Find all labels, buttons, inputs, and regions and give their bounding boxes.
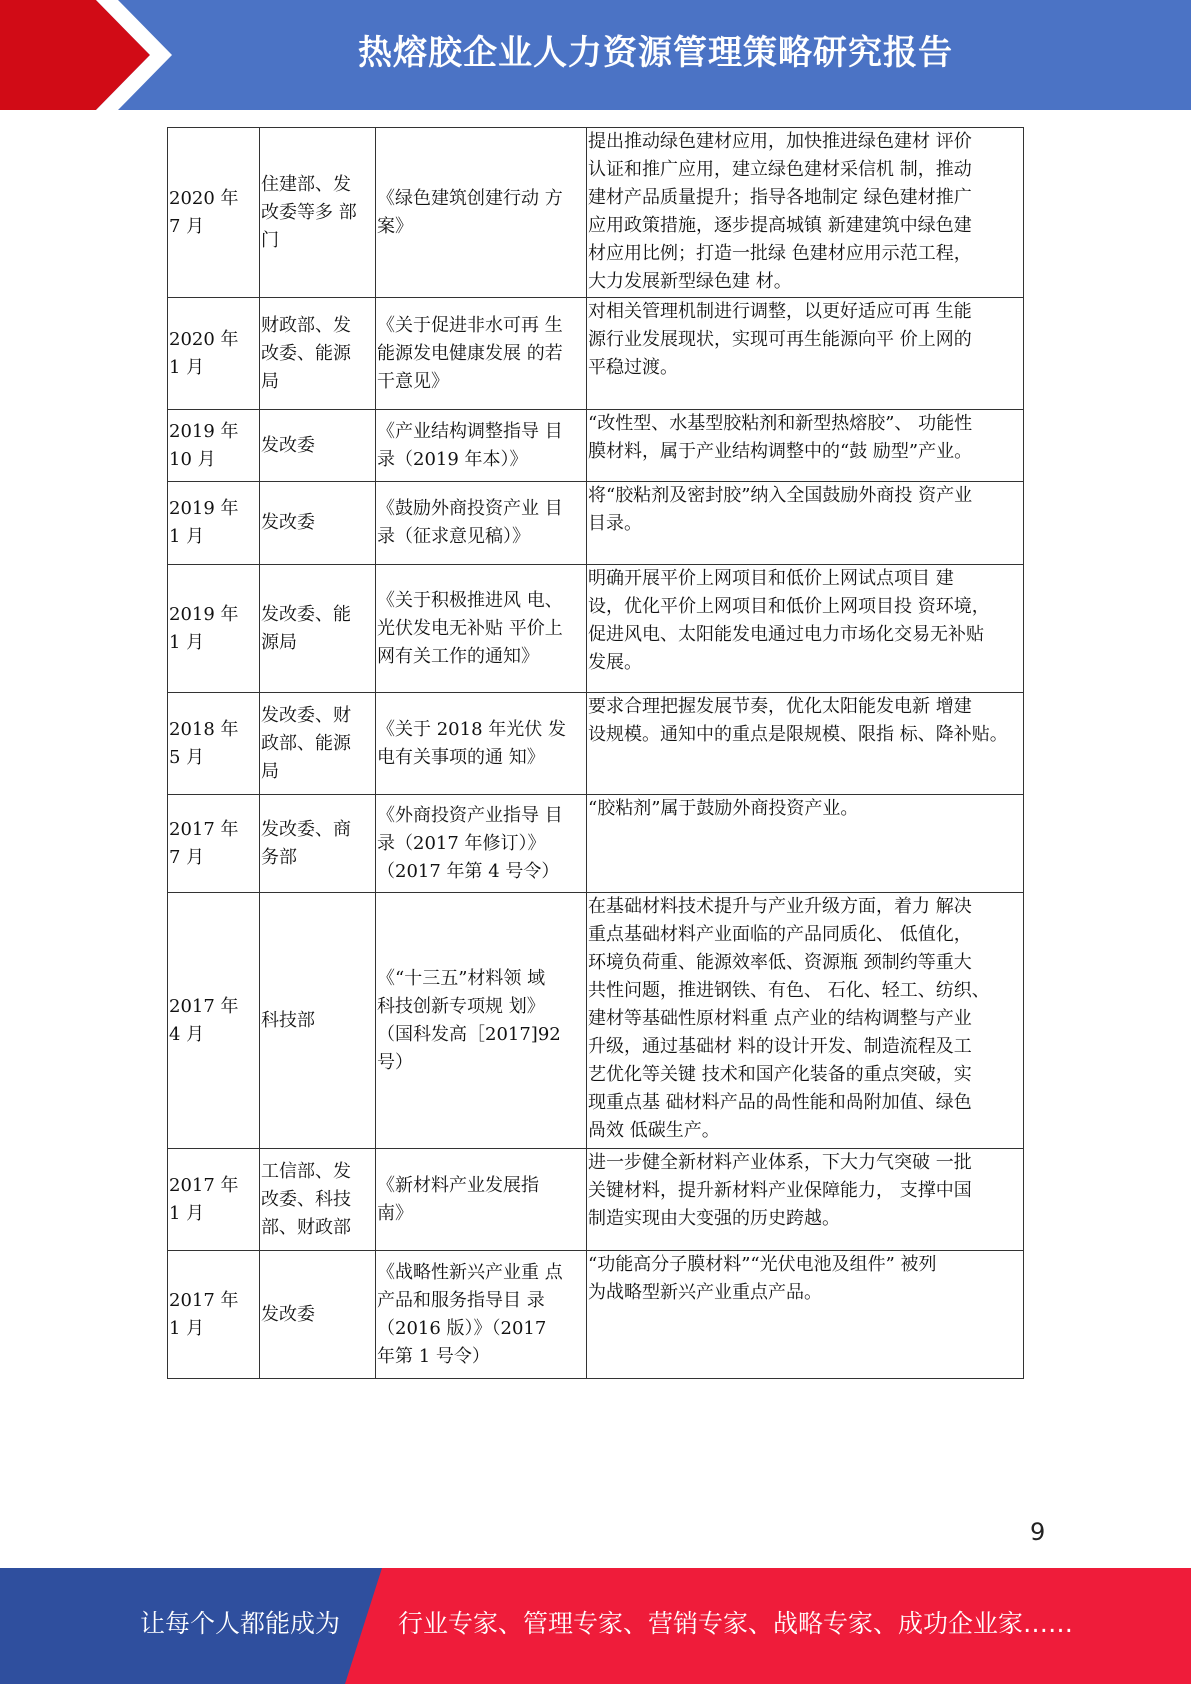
policy-department-cell: 发改委、能 源局 xyxy=(260,565,376,693)
policy-date-cell: 2019 年 1 月 xyxy=(168,565,260,693)
policy-department-cell: 科技部 xyxy=(260,893,376,1149)
policy-content-cell: 进一步健全新材料产业体系，下大力气突破 一批 关键材料，提升新材料产业保障能力， 支撑中国 制造实现由大变强的历史跨越。 xyxy=(587,1149,1024,1251)
policy-department-cell: 发改委 xyxy=(260,482,376,565)
policy-document-cell: 《关于积极推进风 电、 光伏发电无补贴 平价上 网有关工作的通知》 xyxy=(376,565,587,693)
policy-document-cell: 《关于 2018 年光伏 发 电有关事项的通 知》 xyxy=(376,693,587,795)
table-row xyxy=(168,565,1024,693)
policy-date-cell: 2017 年 1 月 xyxy=(168,1251,260,1379)
table-row xyxy=(168,693,1024,795)
policy-content-cell: 在基础材料技术提升与产业升级方面，着力 解决 重点基础材料产业面临的产品同质化、 低值化， 环境负荷重、能源效率低、资源瓶 颈制约等重大 共性问题，推进钢铁、有色、 石化、轻工、纺织、 建材等基础性原材料重 点产业的结构调整与产业 升级，通过基础材 料的设计开发、制造流程及工 艺优化等关键 技术和国产化装备的重点突破，实 现重点基 础材料产品的咼性能和咼附加值、绿色 咼效 低碳生产。 xyxy=(587,893,1024,1149)
policy-table-body xyxy=(168,128,1024,1379)
page-header xyxy=(0,0,1191,110)
policy-date-cell: 2020 年 1 月 xyxy=(168,298,260,410)
policy-document-cell: 《鼓励外商投资产业 目 录（征求意见稿）》 xyxy=(376,482,587,565)
policy-department-cell: 发改委、商 务部 xyxy=(260,795,376,893)
table-row xyxy=(168,298,1024,410)
policy-document-cell: 《“十三五”材料领 域 科技创新专项规 划》 （国科发高［2017]92 号） xyxy=(376,893,587,1149)
policy-date-cell: 2018 年 5 月 xyxy=(168,693,260,795)
policy-document-cell: 《绿色建筑创建行动 方 案》 xyxy=(376,128,587,298)
policy-date-cell: 2020 年 7 月 xyxy=(168,128,260,298)
policy-content-cell: 对相关管理机制进行调整，以更好适应可再 生能 源行业发展现状，实现可再生能源向平 价上网的 平稳过渡。 xyxy=(587,298,1024,410)
page-number: 9 xyxy=(1030,1518,1046,1546)
policy-table xyxy=(167,127,1024,1379)
page-footer xyxy=(0,1568,1191,1684)
policy-date-cell: 2019 年 10 月 xyxy=(168,410,260,482)
policy-department-cell: 工信部、发 改委、科技 部、财政部 xyxy=(260,1149,376,1251)
report-title: 热熔胶企业人力资源管理策略研究报告 xyxy=(358,33,953,73)
policy-date-cell: 2019 年 1 月 xyxy=(168,482,260,565)
policy-content-cell: “功能高分子膜材料”“光伏电池及组件” 被列 为战略型新兴产业重点产品。 xyxy=(587,1251,1024,1379)
policy-document-cell: 《产业结构调整指导 目 录（2019 年本）》 xyxy=(376,410,587,482)
policy-document-cell: 《新材料产业发展指 南》 xyxy=(376,1149,587,1251)
policy-date-cell: 2017 年 1 月 xyxy=(168,1149,260,1251)
policy-content-cell: 明确开展平价上网项目和低价上网试点项目 建 设，优化平价上网项目和低价上网项目投 资环境， 促进风电、太阳能发电通过电力市场化交易无补贴 发展。 xyxy=(587,565,1024,693)
policy-department-cell: 财政部、发 改委、能源 局 xyxy=(260,298,376,410)
policy-document-cell: 《关于促进非水可再 生 能源发电健康发展 的若 干意见》 xyxy=(376,298,587,410)
policy-department-cell: 发改委 xyxy=(260,1251,376,1379)
policy-document-cell: 《战略性新兴产业重 点 产品和服务指导目 录 （2016 版）》（2017 年第 1 号令） xyxy=(376,1251,587,1379)
table-row xyxy=(168,893,1024,1149)
table-row xyxy=(168,128,1024,298)
table-row xyxy=(168,1149,1024,1251)
policy-content-cell: “改性型、水基型胶粘剂和新型热熔胶”、 功能性 膜材料，属于产业结构调整中的“鼓 励型”产业。 xyxy=(587,410,1024,482)
table-row xyxy=(168,795,1024,893)
policy-document-cell: 《外商投资产业指导 目 录（2017 年修订）》 （2017 年第 4 号令） xyxy=(376,795,587,893)
policy-content-cell: 将“胶粘剂及密封胶”纳入全国鼓励外商投 资产业 目录。 xyxy=(587,482,1024,565)
policy-department-cell: 住建部、发 改委等多 部 门 xyxy=(260,128,376,298)
footer-slogan-left: 让每个人都能成为 xyxy=(140,1609,341,1638)
policy-content-cell: 提出推动绿色建材应用，加快推进绿色建材 评价 认证和推广应用，建立绿色建材采信机 制，推动 建材产品质量提升；指导各地制定 绿色建材推广 应用政策措施，逐步提高城镇 新建建筑中绿色建 材应用比例；打造一批绿 色建材应用示范工程， 大力发展新型绿色建 材。 xyxy=(587,128,1024,298)
policy-content-cell: “胶粘剂”属于鼓励外商投资产业。 xyxy=(587,795,1024,893)
table-row xyxy=(168,410,1024,482)
policy-department-cell: 发改委 xyxy=(260,410,376,482)
table-row xyxy=(168,482,1024,565)
policy-date-cell: 2017 年 4 月 xyxy=(168,893,260,1149)
policy-date-cell: 2017 年 7 月 xyxy=(168,795,260,893)
table-row xyxy=(168,1251,1024,1379)
policy-content-cell: 要求合理把握发展节奏，优化太阳能发电新 增建 设规模。通知中的重点是限规模、限指 标、降补贴。 xyxy=(587,693,1024,795)
policy-table-container xyxy=(167,127,1024,1379)
policy-department-cell: 发改委、财 政部、能源 局 xyxy=(260,693,376,795)
footer-slogan-right: 行业专家、管理专家、营销专家、战略专家、成功企业家…… xyxy=(398,1609,1074,1638)
